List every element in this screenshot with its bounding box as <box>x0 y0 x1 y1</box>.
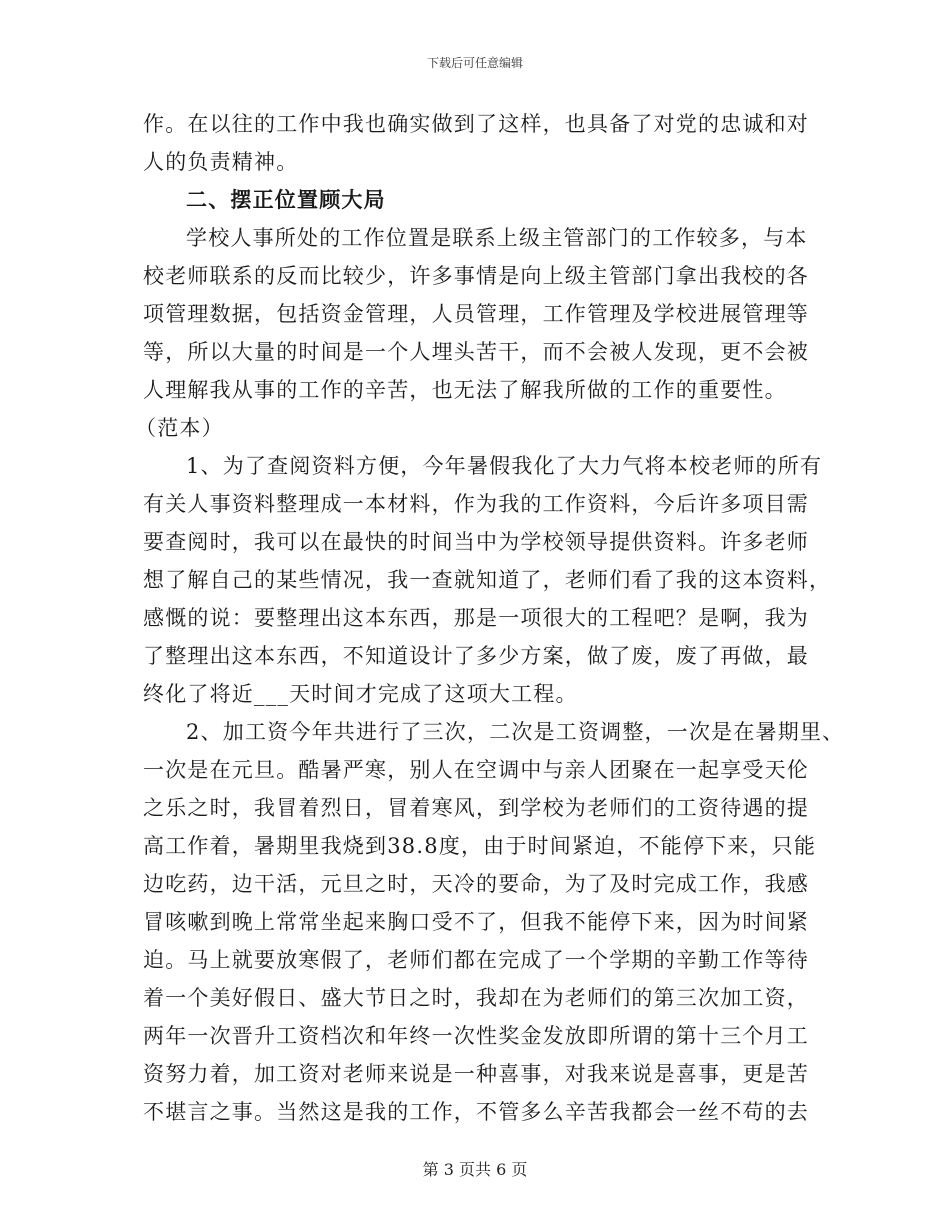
text-line: 一次是在元旦。酷暑严寒，别人在空调中与亲人团聚在一起享受天伦 <box>143 758 809 782</box>
page-header: 下载后可任意编辑 <box>426 56 523 70</box>
page-footer: 第 3 页共 6 页 <box>422 1160 528 1179</box>
text-line: 等，所以大量的时间是一个人埋头苦干，而不会被人发现，更不会被 <box>143 340 809 364</box>
text-line: （范本） <box>135 416 224 440</box>
text-line: 项管理数据，包括资金管理，人员管理，工作管理及学校进展管理等 <box>143 302 809 326</box>
text-line: 着一个美好假日、盛大节日之时，我却在为老师们的第三次加工资， <box>143 986 809 1010</box>
text-line: 要查阅时，我可以在最快的时间当中为学校领导提供资料。许多老师 <box>143 530 809 554</box>
text-line: 想了解自己的某些情况，我一查就知道了，老师们看了我的这本资料， <box>143 568 832 592</box>
text-line: 不堪言之事。当然这是我的工作，不管多么辛苦我都会一丝不苟的去 <box>143 1100 809 1124</box>
text-line: 校老师联系的反而比较少，许多事情是向上级主管部门拿出我校的各 <box>143 264 809 288</box>
text-line: 两年一次晋升工资档次和年终一次性奖金发放即所谓的第十三个月工 <box>143 1024 809 1048</box>
text-line: 边吃药，边干活，元旦之时，天冷的要命，为了及时完成工作，我感 <box>143 872 809 896</box>
text-line: 1、为了查阅资料方便，今年暑假我化了大力气将本校老师的所有 <box>186 454 823 478</box>
text-line: 感慨的说：要整理出这本东西，那是一项很大的工程吧？是啊，我为 <box>143 606 809 630</box>
section-heading: 二、摆正位置顾大局 <box>186 187 386 212</box>
text-line: 有关人事资料整理成一本材料，作为我的工作资料，今后许多项目需 <box>143 492 809 516</box>
text-line: 学校人事所处的工作位置是联系上级主管部门的工作较多，与本 <box>186 226 808 250</box>
text-line: 之乐之时，我冒着烈日，冒着寒风，到学校为老师们的工资待遇的提 <box>143 796 809 820</box>
text-line: 冒咳嗽到晚上常常坐起来胸口受不了，但我不能停下来，因为时间紧 <box>143 910 809 934</box>
text-line: 资努力着，加工资对老师来说是一种喜事，对我来说是喜事，更是苦 <box>143 1062 809 1086</box>
text-line: 高工作着，暑期里我烧到38.8度，由于时间紧迫，不能停下来，只能 <box>143 834 817 858</box>
text-line: 终化了将近___天时间才完成了这项大工程。 <box>143 682 578 706</box>
text-line: 人理解我从事的工作的辛苦，也无法了解我所做的工作的重要性。 <box>143 378 787 402</box>
text-line: 人的负责精神。 <box>143 150 299 174</box>
text-line: 2、加工资今年共进行了三次，二次是工资调整，一次是在暑期里、 <box>186 720 845 744</box>
text-line: 了整理出这本东西，不知道设计了多少方案，做了废，废了再做，最 <box>143 644 809 668</box>
text-line: 迫。马上就要放寒假了，老师们都在完成了一个学期的辛勤工作等待 <box>143 948 809 972</box>
text-line: 作。在以往的工作中我也确实做到了这样，也具备了对党的忠诚和对 <box>143 112 809 136</box>
